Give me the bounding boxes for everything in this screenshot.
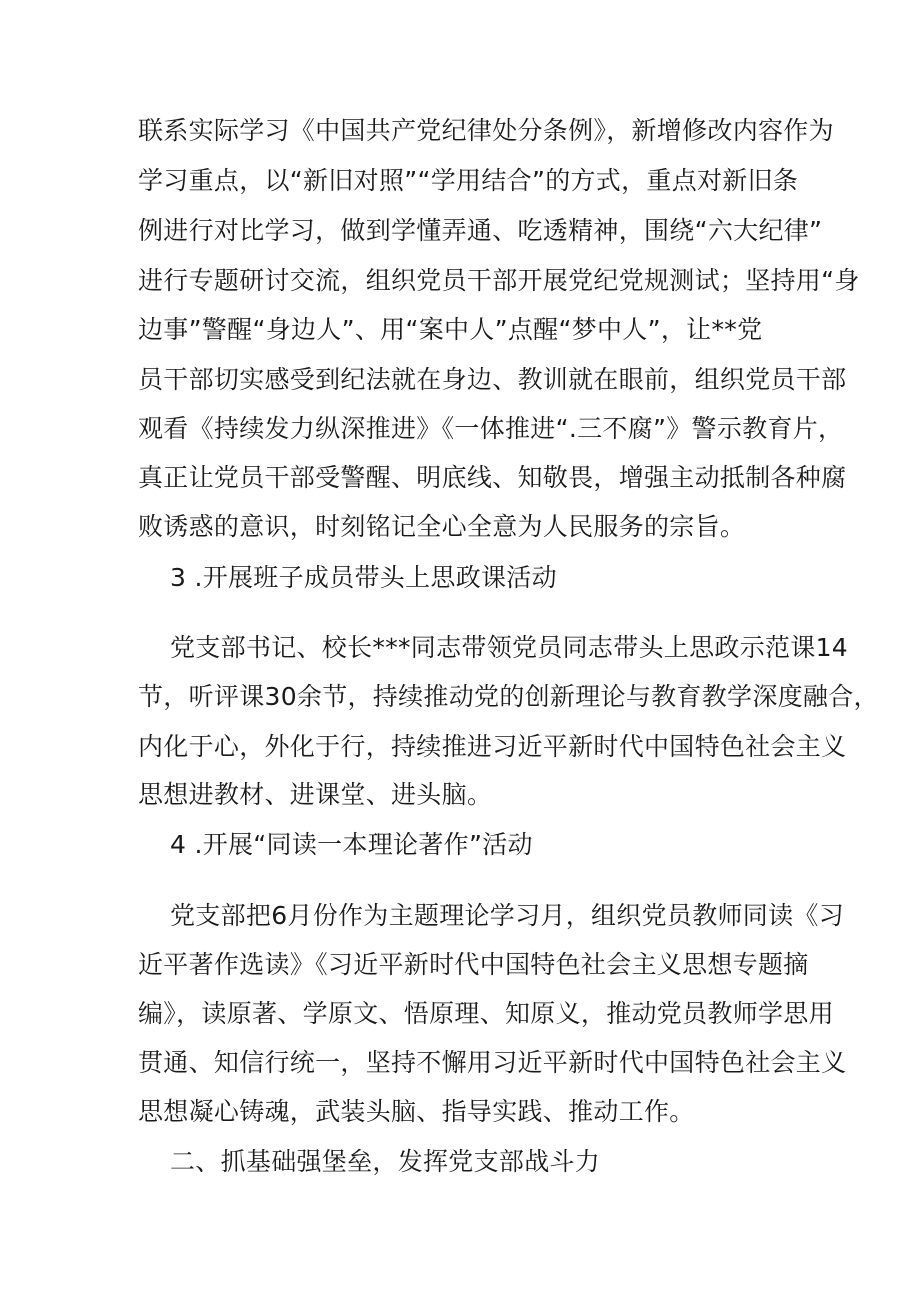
subheading-4: 4 .开展“同读一本理论著作”活动 xyxy=(170,830,533,859)
paragraph-line: 党支部书记、校长***同志带领党员同志带头上思政示范课14 xyxy=(170,633,849,662)
paragraph-line: 节，听评课30余节，持续推动党的创新理论与教育教学深度融合， xyxy=(138,682,879,711)
paragraph-line: 真正让党员干部受警醒、明底线、知敬畏，增强主动抵制各种腐 xyxy=(138,463,847,492)
paragraph-line: 进行专题研讨交流，组织党员干部开展党纪党规测试；坚持用“身 xyxy=(138,266,860,295)
paragraph-line: 败诱惑的意识，时刻铭记全心全意为人民服务的宗旨。 xyxy=(138,512,746,541)
paragraph-line: 近平著作选读》《习近平新时代中国特色社会主义思想专题摘 xyxy=(138,950,809,979)
paragraph-line: 观看《持续发力纵深推进》《一体推进“.三不腐”》警示教育片， xyxy=(138,414,844,443)
paragraph-line: 贯通、知信行统一，坚持不懈用习近平新时代中国特色社会主义 xyxy=(138,1048,847,1077)
paragraph-line: 党支部把6月份作为主题理论学习月，组织党员教师同读《习 xyxy=(170,901,845,930)
paragraph-line: 边事”警醒“身边人”、用“案中人”点醒“梦中人”，让**党 xyxy=(138,315,763,344)
paragraph-line: 内化于心，外化于行，持续推进习近平新时代中国特色社会主义 xyxy=(138,732,847,761)
subheading-3: 3 .开展班子成员带头上思政课活动 xyxy=(170,563,557,592)
paragraph-line: 学习重点，以“新旧对照”“学用结合”的方式，重点对新旧条 xyxy=(138,166,799,195)
paragraph-line: 联系实际学习《中国共产党纪律处分条例》，新增修改内容作为 xyxy=(138,116,834,145)
section-heading: 二、抓基础强堡垒，发挥党支部战斗力 xyxy=(170,1147,601,1176)
paragraph-line: 思想凝心铸魂，武装头脑、指导实践、推动工作。 xyxy=(138,1097,695,1126)
paragraph-line: 思想进教材、进课堂、进头脑。 xyxy=(138,780,493,809)
paragraph-line: 例进行对比学习，做到学懂弄通、吃透精神，围绕“六大纪律” xyxy=(138,216,823,245)
paragraph-line: 员干部切实感受到纪法就在身边、教训就在眼前，组织党员干部 xyxy=(138,365,847,394)
paragraph-line: 编》，读原著、学原文、悟原理、知原义，推动党员教师学思用 xyxy=(138,999,834,1028)
